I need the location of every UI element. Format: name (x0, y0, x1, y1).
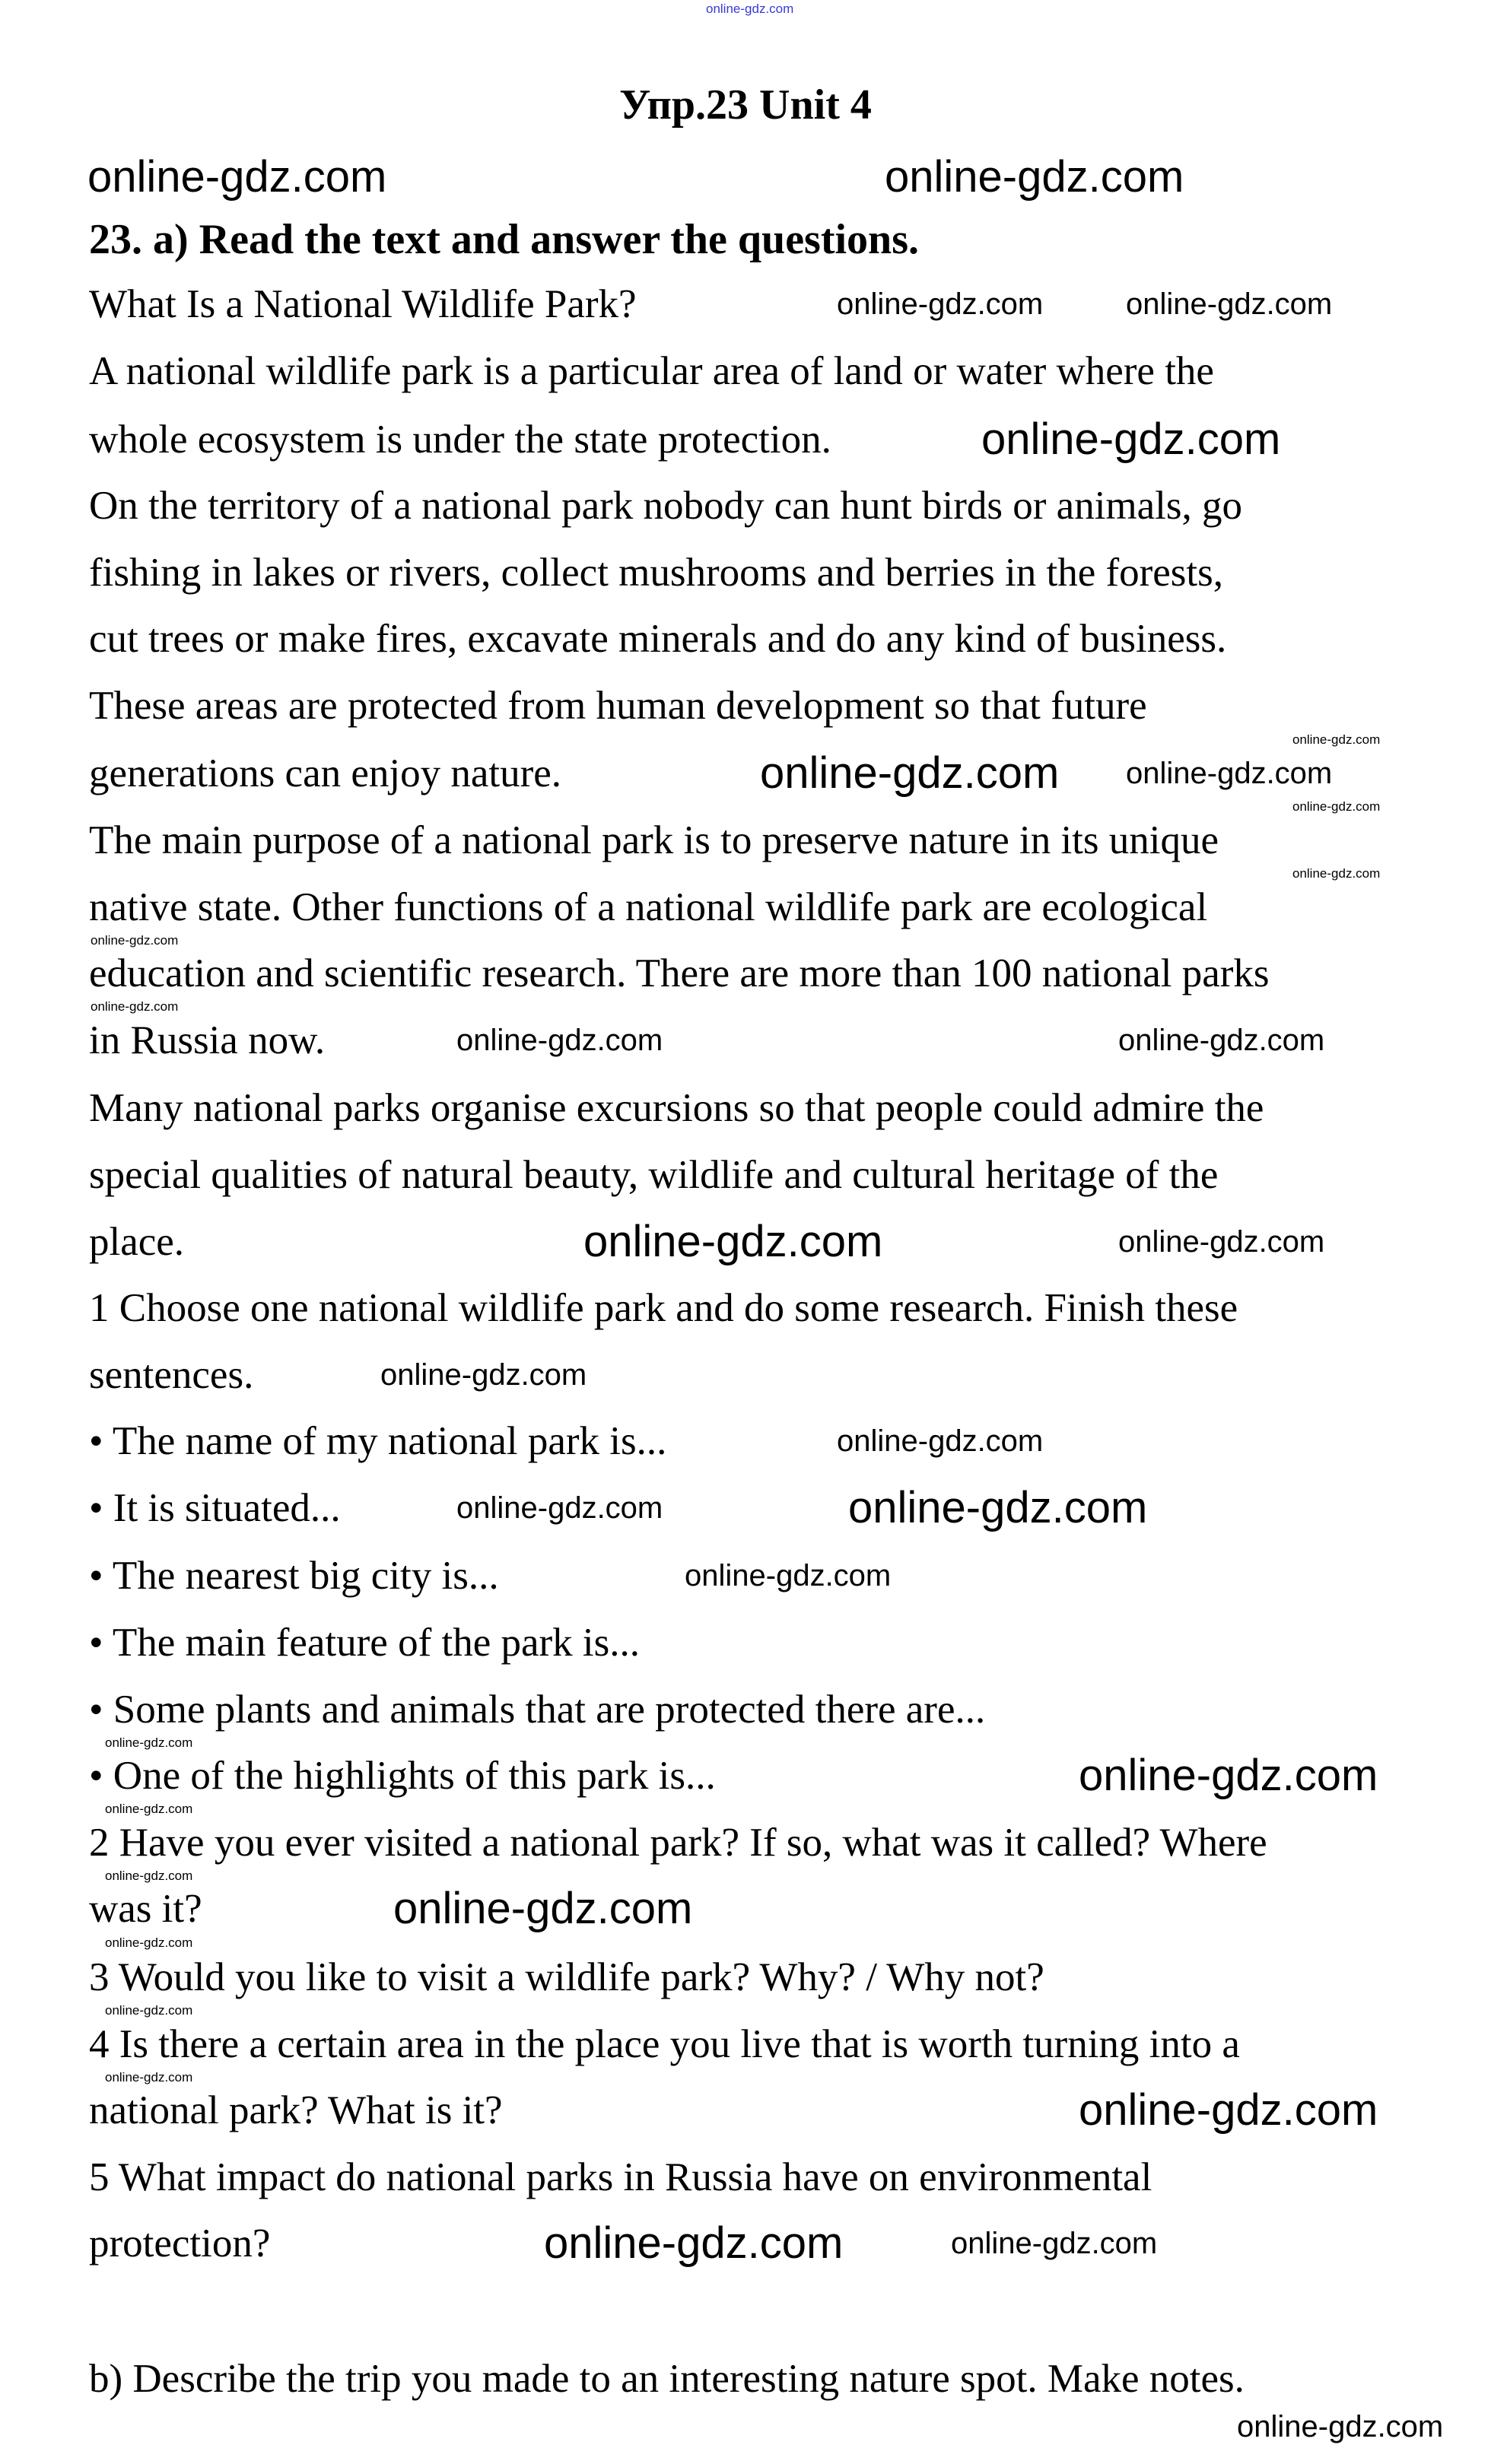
watermark: online-gdz.com (91, 999, 179, 1014)
watermark: online-gdz.com (105, 1935, 193, 1950)
watermark: online-gdz.com (1237, 2410, 1444, 2443)
watermark: online-gdz.com (1118, 1024, 1325, 1057)
watermark: online-gdz.com (848, 1483, 1148, 1532)
text-line: education and scientific research. There are more than 100 national parks (89, 951, 1270, 995)
text-line: place. (89, 1220, 185, 1264)
text-line: special qualities of natural beauty, wildlife and cultural heritage of the (89, 1153, 1219, 1197)
text-line: These areas are protected from human development so that future (89, 684, 1147, 728)
text-line: protection? (89, 2221, 271, 2266)
text-line: fishing in lakes or rivers, collect mushrooms and berries in the forests, (89, 551, 1224, 595)
watermark: online-gdz.com (87, 152, 387, 202)
watermark: online-gdz.com (456, 1024, 663, 1057)
watermark: online-gdz.com (837, 1424, 1044, 1458)
text-line: • The nearest big city is... (89, 1554, 499, 1598)
text-line: • It is situated... (89, 1486, 341, 1530)
watermark: online-gdz.com (456, 1491, 663, 1525)
watermark-top: online-gdz.com (706, 2, 794, 16)
watermark: online-gdz.com (1292, 866, 1381, 881)
watermark: online-gdz.com (1126, 757, 1333, 790)
watermark: online-gdz.com (105, 1802, 193, 1816)
text-line: native state. Other functions of a national wildlife park are ecological (89, 885, 1208, 929)
text-line: in Russia now. (89, 1018, 326, 1062)
text-line: was it? (89, 1887, 202, 1931)
watermark: online-gdz.com (837, 287, 1044, 321)
watermark: online-gdz.com (951, 2227, 1158, 2260)
page-title: Упр.23 Unit 4 (619, 81, 872, 129)
text-line: Many national parks organise excursions so that people could admire the (89, 1086, 1264, 1130)
text-line: sentences. (89, 1353, 254, 1397)
watermark: online-gdz.com (981, 414, 1281, 464)
exercise-heading: 23. a) Read the text and answer the questions. (89, 216, 919, 263)
text-line: • Some plants and animals that are protected there are... (89, 1688, 986, 1732)
watermark: online-gdz.com (91, 933, 179, 948)
text-line: 4 Is there a certain area in the place you live that is worth turning into a (89, 2022, 1240, 2066)
watermark: online-gdz.com (885, 152, 1184, 202)
watermark: online-gdz.com (685, 1559, 892, 1592)
text-line: whole ecosystem is under the state protection. (89, 418, 831, 462)
watermark: online-gdz.com (105, 2070, 193, 2085)
watermark: online-gdz.com (583, 1217, 883, 1266)
watermark: online-gdz.com (105, 2003, 193, 2018)
text-line: 2 Have you ever visited a national park? If so, what was it called? Where (89, 1821, 1267, 1865)
watermark: online-gdz.com (1079, 2085, 1378, 2135)
watermark: online-gdz.com (544, 2218, 844, 2268)
watermark: online-gdz.com (1118, 1225, 1325, 1259)
text-line: • The name of my national park is... (89, 1419, 667, 1463)
text-line: 5 What impact do national parks in Russia have on environmental (89, 2155, 1152, 2199)
watermark: online-gdz.com (105, 1735, 193, 1750)
watermark: online-gdz.com (1292, 799, 1381, 814)
watermark: online-gdz.com (105, 1869, 193, 1883)
text-line: generations can enjoy nature. (89, 751, 562, 795)
text-line: 1 Choose one national wildlife park and do some research. Finish these (89, 1286, 1238, 1330)
watermark: online-gdz.com (1292, 732, 1381, 747)
text-line: cut trees or make fires, excavate minerals and do any kind of business. (89, 617, 1227, 661)
watermark: online-gdz.com (1079, 1751, 1378, 1800)
text-line: The main purpose of a national park is to preserve nature in its unique (89, 818, 1219, 862)
text-line: 3 Would you like to visit a wildlife park? Why? / Why not? (89, 1955, 1044, 1999)
part-b-task: b) Describe the trip you made to an interesting nature spot. Make notes. (89, 2357, 1245, 2401)
text-line: national park? What is it? (89, 2088, 503, 2132)
text-line: • The main feature of the park is... (89, 1621, 640, 1665)
watermark: online-gdz.com (1126, 287, 1333, 321)
text-line: What Is a National Wildlife Park? (89, 282, 637, 326)
text-line: • One of the highlights of this park is... (89, 1754, 716, 1798)
text-line: On the territory of a national park nobody can hunt birds or animals, go (89, 484, 1243, 528)
watermark: online-gdz.com (380, 1358, 587, 1392)
watermark: online-gdz.com (393, 1884, 693, 1933)
text-line: A national wildlife park is a particular area of land or water where the (89, 349, 1214, 393)
watermark: online-gdz.com (760, 748, 1060, 798)
